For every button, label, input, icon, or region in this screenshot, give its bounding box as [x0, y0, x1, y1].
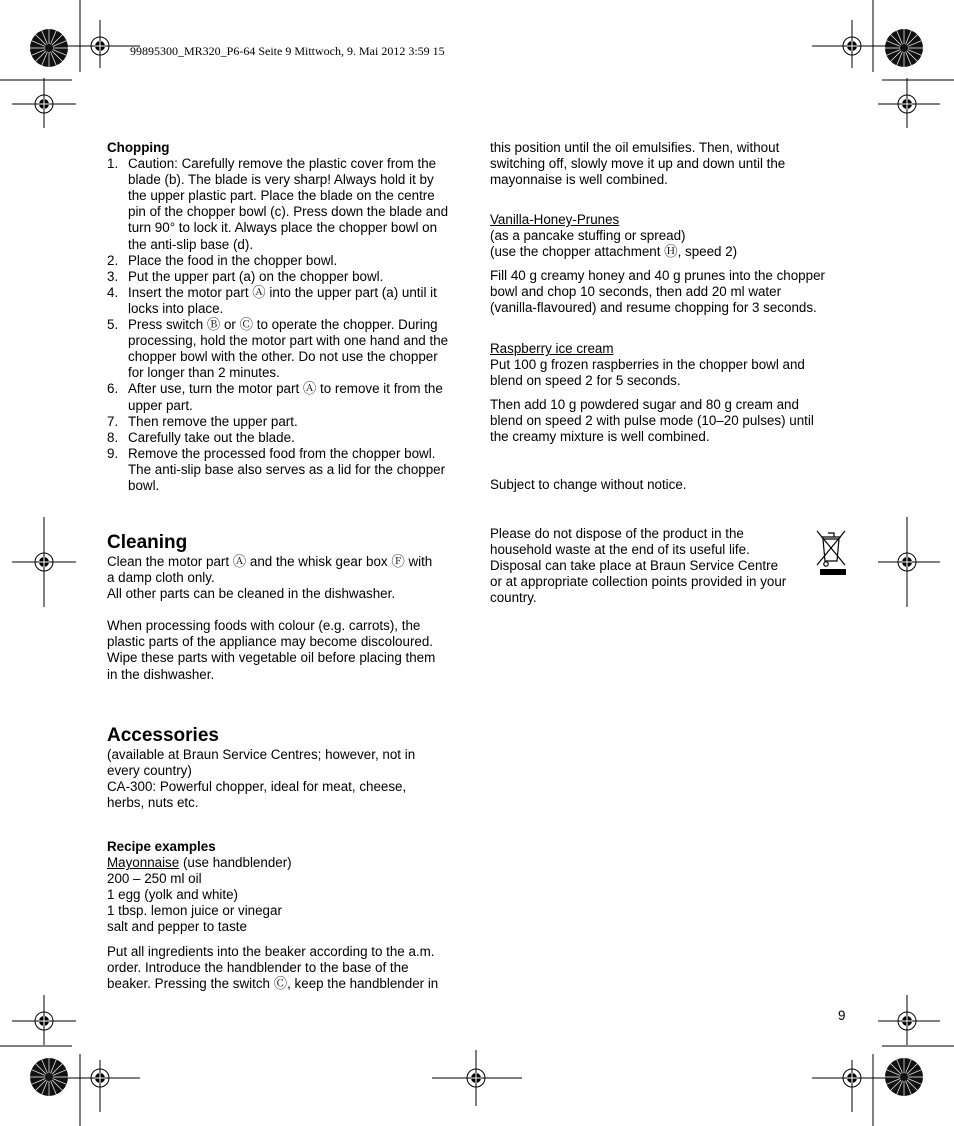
accessories-section [107, 725, 462, 811]
chopping-step [107, 285, 462, 317]
step-text-line: Press switch Ⓑ or Ⓒ to operate the chopper. During [128, 317, 438, 333]
step-text-line: turn 90° to lock it. Always place the chopper bowl on [128, 220, 438, 236]
step-text-line: Caution: Carefully remove the plastic cover from the [128, 156, 437, 172]
chopping-step [107, 253, 462, 269]
step-text-line: After use, turn the motor part Ⓐ to remove it from the [128, 381, 443, 397]
step-number: 6. [107, 381, 119, 397]
chopping-step [107, 446, 462, 494]
mayonnaise-note: (use handblender) [179, 855, 292, 871]
raspberry-recipe [490, 341, 845, 446]
step-text-line: chopper bowl with the other. Do not use the chopper [128, 349, 438, 365]
recipe-section [107, 839, 462, 992]
chopping-step [107, 430, 462, 446]
step-text-line: upper part. [128, 397, 193, 413]
step-text-line: locks into place. [128, 300, 224, 316]
method-text-line: mayonnaise is well combined. [490, 172, 668, 188]
vanilla-text-line: Fill 40 g creamy honey and 40 g prunes into the chopper [490, 268, 825, 284]
step-number: 5. [107, 317, 119, 333]
raspberry-text-line: Then add 10 g powdered sugar and 80 g cream and [490, 397, 799, 413]
disposal-text-line: Please do not dispose of the product in the [490, 526, 744, 541]
step-text-line: Carefully take out the blade. [128, 429, 295, 445]
step-text-line: Remove the processed food from the chopper bowl. [128, 445, 436, 461]
step-text-line: Insert the motor part Ⓐ into the upper part (a) until it [128, 284, 437, 300]
raspberry-instructions-1 [490, 357, 845, 389]
step-text-line: blade (b). The blade is very sharp! Always hold it by [128, 172, 434, 188]
mayonnaise-title: Mayonnaise [107, 855, 180, 871]
method-text-line: switching off, slowly move it up and down until the [490, 156, 786, 172]
step-number: 9. [107, 445, 119, 461]
accessories-text-line: (available at Braun Service Centres; however, not in [107, 747, 416, 762]
mayonnaise-method [107, 944, 462, 992]
method-text-line: this position until the oil emulsifies. Then, without [490, 140, 780, 155]
method-text-line: order. Introduce the handblender to the base of the [107, 959, 409, 975]
step-text-line: the anti-slip base (d). [128, 236, 254, 252]
chopping-step [107, 156, 462, 253]
vanilla-subtitle [490, 228, 845, 260]
step-text-line: the upper plastic part. Place the blade on the centre [128, 188, 435, 204]
cleaning-text-line: plastic parts of the appliance may become discoloured. [107, 634, 434, 650]
raspberry-text-line: the creamy mixture is well combined. [490, 429, 710, 445]
accessories-text-line: herbs, nuts etc. [107, 795, 199, 811]
accessories-text [107, 747, 462, 811]
step-text-line: Put the upper part (a) on the chopper bowl. [128, 268, 384, 284]
cleaning-text-line: Clean the motor part Ⓐ and the whisk gear box Ⓕ with [107, 554, 433, 569]
step-text-line: processing, hold the motor part with one hand and the [128, 333, 449, 349]
step-number: 2. [107, 252, 119, 268]
step-number: 3. [107, 268, 119, 284]
step-text-line: Then remove the upper part. [128, 413, 298, 429]
vanilla-subtitle-line: (use the chopper attachment Ⓗ, speed 2) [490, 244, 738, 260]
accessories-text-line: every country) [107, 763, 192, 779]
accessories-text-line: CA-300: Powerful chopper, ideal for meat, cheese, [107, 779, 407, 795]
cleaning-paragraph-2 [107, 618, 462, 682]
step-text-line: The anti-slip base also serves as a lid for the chopper [128, 461, 446, 477]
vanilla-recipe [490, 212, 845, 317]
raspberry-instructions-2 [490, 397, 845, 445]
step-number: 8. [107, 429, 119, 445]
chopping-section [107, 140, 462, 494]
cleaning-text-line: Wipe these parts with vegetable oil before placing them [107, 650, 436, 666]
ingredient-line: 1 tbsp. lemon juice or vinegar [107, 903, 282, 919]
mayonnaise-ingredients [107, 871, 462, 935]
crossed-out-wheelie-bin-icon [814, 528, 848, 578]
cleaning-text-line: a damp cloth only. [107, 570, 215, 586]
page-number: 9 [838, 1008, 846, 1023]
vanilla-text-line: bowl and chop 10 seconds, then add 20 ml water [490, 284, 782, 300]
chopping-step [107, 381, 462, 413]
cleaning-heading: Cleaning [107, 532, 188, 553]
step-number: 7. [107, 413, 119, 429]
ingredient-line: 1 egg (yolk and white) [107, 887, 239, 903]
step-text-line: for longer than 2 minutes. [128, 365, 280, 381]
chopping-step [107, 414, 462, 430]
cleaning-text-line: in the dishwasher. [107, 666, 215, 682]
chopping-steps-list [107, 156, 462, 494]
print-file-info: 99895300_MR320_P6-64 Seite 9 Mittwoch, 9. Mai 2012 3:59 15 [130, 44, 445, 58]
accessories-heading: Accessories [107, 725, 219, 746]
chopping-heading: Chopping [107, 140, 170, 155]
disposal-text-line: or at appropriate collection points provided in your [490, 574, 787, 590]
raspberry-title: Raspberry ice cream [490, 341, 614, 356]
cleaning-section [107, 532, 462, 683]
ingredient-line: 200 – 250 ml oil [107, 871, 202, 887]
mayonnaise-method-continued [490, 140, 845, 188]
chopping-step [107, 317, 462, 381]
step-text-line: Place the food in the chopper bowl. [128, 252, 338, 268]
step-number: 4. [107, 284, 119, 300]
disposal-text-line: household waste at the end of its useful life. [490, 542, 750, 558]
raspberry-text-line: Put 100 g frozen raspberries in the chopper bowl and [490, 357, 805, 373]
disposal-text-line: Disposal can take place at Braun Service Centre [490, 558, 779, 574]
recipe-heading: Recipe examples [107, 839, 216, 854]
mayonnaise-title-line [107, 855, 462, 871]
chopping-step [107, 269, 462, 285]
cleaning-text-line: All other parts can be cleaned in the dishwasher. [107, 586, 396, 602]
method-text-line: beaker. Pressing the switch Ⓒ, keep the handblender in [107, 975, 439, 991]
disposal-text-line: country. [490, 590, 537, 606]
vanilla-subtitle-line: (as a pancake stuffing or spread) [490, 228, 686, 244]
disposal-notice [490, 526, 820, 606]
raspberry-text-line: blend on speed 2 with pulse mode (10–20 pulses) until [490, 413, 814, 429]
ingredient-line: salt and pepper to taste [107, 919, 247, 935]
change-notice: Subject to change without notice. [490, 477, 687, 492]
vanilla-instructions [490, 268, 845, 316]
step-number: 1. [107, 156, 119, 172]
step-text-line: bowl. [128, 477, 160, 493]
step-text-line: pin of the chopper bowl (c). Press down the blade and [128, 204, 449, 220]
cleaning-paragraph-1 [107, 554, 462, 602]
method-text-line: Put all ingredients into the beaker according to the a.m. [107, 943, 435, 959]
vanilla-text-line: (vanilla-flavoured) and resume chopping for 3 seconds. [490, 300, 817, 316]
raspberry-text-line: blend on speed 2 for 5 seconds. [490, 373, 681, 389]
vanilla-title: Vanilla-Honey-Prunes [490, 212, 620, 227]
cleaning-text-line: When processing foods with colour (e.g. carrots), the [107, 618, 421, 634]
